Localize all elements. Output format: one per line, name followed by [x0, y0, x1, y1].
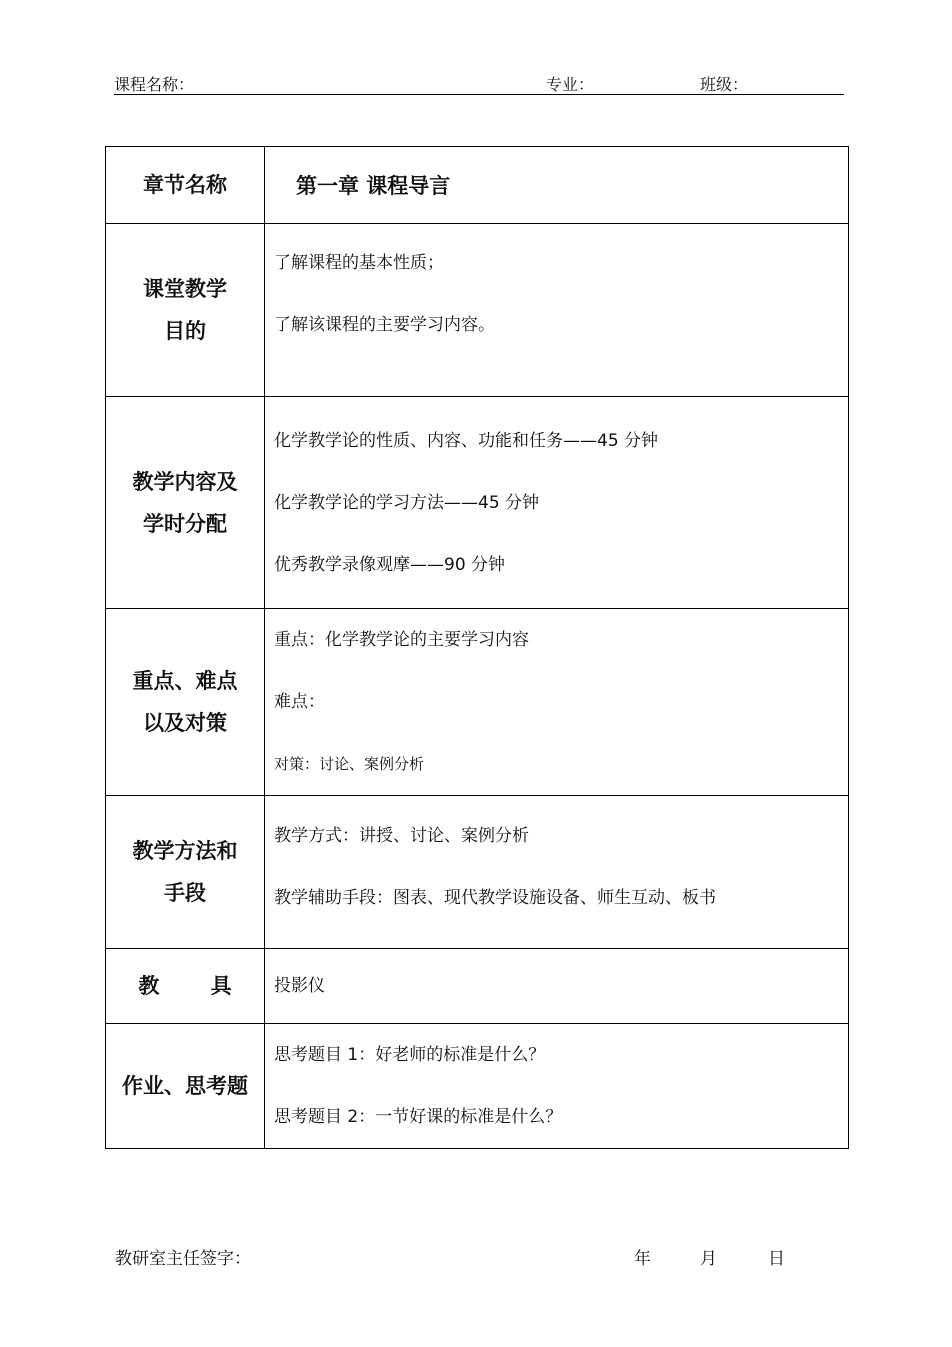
row-label: 作业、思考题 [106, 1024, 265, 1149]
teaching-aids-cell [265, 949, 849, 1024]
row-label-line: 学时分配 [143, 511, 227, 536]
date-year-label: 年 [634, 1249, 651, 1269]
key-points-cell [265, 609, 849, 796]
method-item: 教学方式：讲授、讨论、案例分析 [274, 826, 529, 846]
row-label-line: 手段 [164, 881, 206, 905]
table-row-content-allocation [106, 397, 849, 609]
content-item: 化学教学论的学习方法——45 分钟 [274, 492, 540, 513]
class-label: 班级： [700, 75, 749, 94]
row-label-line: 教学内容及 [132, 469, 238, 494]
objective-item: 了解课程的基本性质； [274, 253, 444, 273]
signature-label: 教研室主任签字： [115, 1249, 251, 1269]
key-point-item: 重点：化学教学论的主要学习内容 [274, 630, 529, 650]
row-label [106, 224, 265, 397]
methods-cell [265, 796, 849, 949]
homework-item: 思考题目 1：好老师的标准是什么？ [274, 1045, 546, 1065]
content-allocation-cell [265, 397, 849, 609]
teaching-plan-table [105, 146, 849, 1149]
table-row-methods [106, 796, 849, 949]
date-month-label: 月 [700, 1249, 717, 1269]
row-label-line: 课堂教学 [143, 277, 227, 301]
chapter-title-cell [265, 147, 849, 224]
row-label [106, 609, 265, 796]
row-label: 教 具 [106, 949, 265, 1024]
table-row-teaching-aids [106, 949, 849, 1024]
homework-item: 思考题目 2：一节好课的标准是什么？ [274, 1107, 563, 1127]
objective-item: 了解该课程的主要学习内容。 [274, 315, 495, 335]
objectives-cell [265, 224, 849, 397]
table-row-homework [106, 1024, 849, 1149]
course-name-label: 课程名称： [114, 75, 195, 94]
chapter-title: 第一章 课程导言 [296, 174, 451, 198]
strategy-item: 对策：讨论、案例分析 [274, 755, 425, 773]
row-label [106, 796, 265, 949]
row-label [106, 397, 265, 609]
homework-cell [265, 1024, 849, 1149]
major-label: 专业： [546, 75, 595, 94]
row-label-line: 重点、难点 [132, 669, 238, 693]
difficulty-item: 难点： [274, 692, 325, 712]
table-row-objectives [106, 224, 849, 397]
method-item: 教学辅助手段：图表、现代教学设施设备、师生互动、板书 [274, 888, 716, 908]
content-item: 化学教学论的性质、内容、功能和任务——45 分钟 [274, 430, 659, 451]
row-label-line: 以及对策 [143, 711, 227, 735]
document-header [114, 70, 844, 95]
table-row-chapter-name [106, 147, 849, 224]
date-day-label: 日 [768, 1249, 785, 1269]
teaching-aid-item: 投影仪 [274, 976, 325, 996]
table-row-key-points [106, 609, 849, 796]
row-label-line: 教学方法和 [132, 839, 238, 863]
row-label-line: 目的 [164, 319, 206, 343]
row-label: 章节名称 [106, 147, 265, 224]
content-item: 优秀教学录像观摩——90 分钟 [274, 554, 506, 575]
